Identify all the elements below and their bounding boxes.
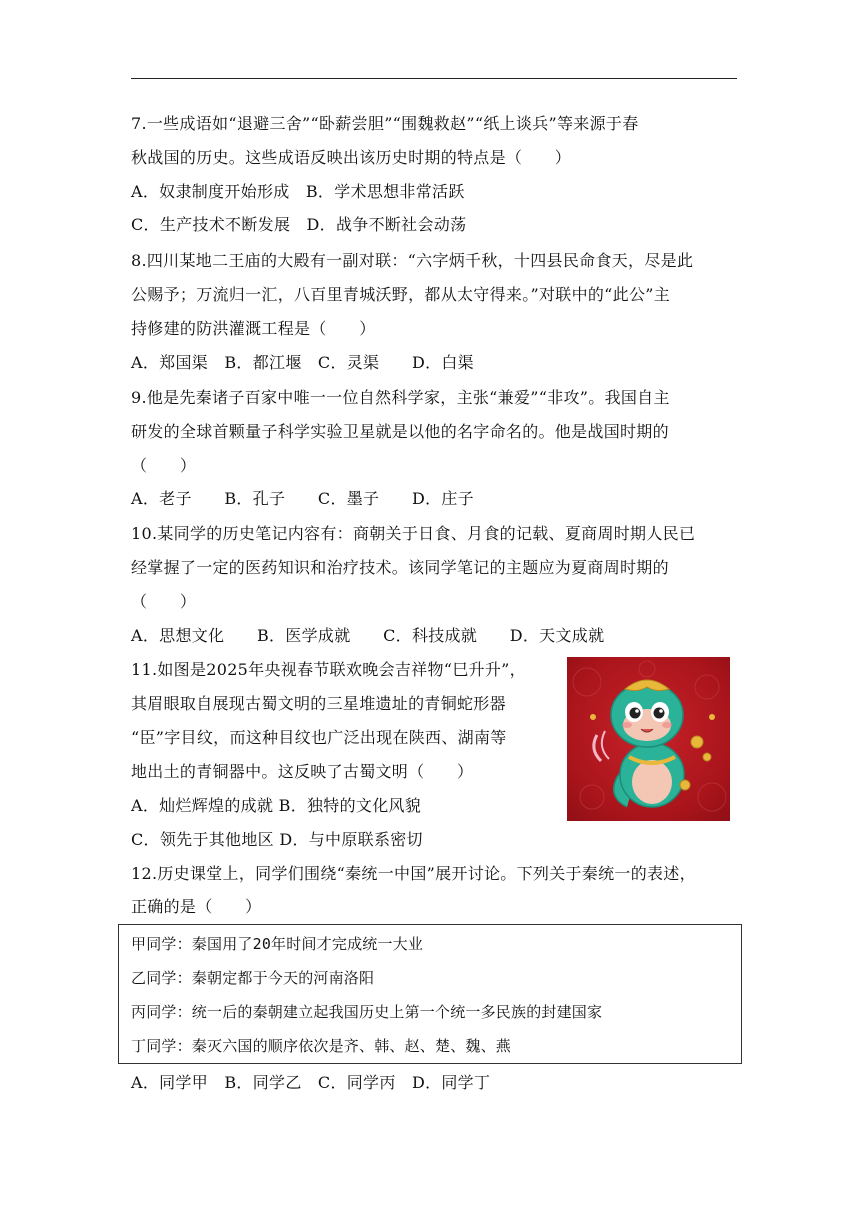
q11-text-line3: “臣”字目纹，而这种目纹也广泛出现在陕西、湖南等 xyxy=(131,728,507,747)
snake-mascot-icon xyxy=(567,657,730,821)
q11-options-cd: C．领先于其他地区 D．与中原联系密切 xyxy=(131,830,423,849)
q10-text-line2: 经掌握了一定的医药知识和治疗技术。该同学笔记的主题应为夏商周时期的 xyxy=(131,558,669,577)
snake-mascot-image xyxy=(567,657,730,821)
q10-text-line3: （ ） xyxy=(131,592,197,611)
q9-text-line3: （ ） xyxy=(131,456,197,475)
q8-options: A．郑国渠 B．都江堰 C．灵渠 D．白渠 xyxy=(131,353,474,372)
q12-statement-box xyxy=(118,924,742,1064)
q9-text-line2: 研发的全球首颗量子科学实验卫星就是以他的名字命名的。他是战国时期的 xyxy=(131,422,669,441)
q11-text-line2: 其眉眼取自展现古蜀文明的三星堆遗址的青铜蛇形器 xyxy=(131,694,506,713)
q8-text-line1: 8.四川某地二王庙的大殿有一副对联：“六字炳千秋，十四县民命食天，尽是此 xyxy=(131,251,694,270)
q8-text-line3: 持修建的防洪灌溉工程是（ ） xyxy=(131,319,376,338)
q7-options-ab: A．奴隶制度开始形成 B．学术思想非常活跃 xyxy=(131,182,465,201)
q9-text-line1: 9.他是先秦诸子百家中唯一一位自然科学家，主张“兼爱”“非攻”。我国自主 xyxy=(131,388,670,407)
q7-text-line1: 7.一些成语如“退避三舍”“卧薪尝胆”“围魏救赵”“纸上谈兵”等来源于春 xyxy=(131,114,639,133)
q9-options: A．老子 B．孔子 C．墨子 D．庄子 xyxy=(131,489,474,508)
q12-options: A．同学甲 B．同学乙 C．同学丙 D．同学丁 xyxy=(131,1073,491,1092)
q7-text-line2: 秋战国的历史。这些成语反映出该历史时期的特点是（ ） xyxy=(131,148,572,167)
header-rule xyxy=(131,78,737,79)
q7-options-cd: C．生产技术不断发展 D．战争不断社会动荡 xyxy=(131,215,467,234)
q11-text-line4: 地出土的青铜器中。这反映了古蜀文明（ ） xyxy=(131,762,474,781)
q10-text-line1: 10.某同学的历史笔记内容有：商朝关于日食、月食的记载、夏商周时期人民已 xyxy=(131,524,696,543)
statement-yi: 乙同学：秦朝定都于今天的河南洛阳 xyxy=(131,969,375,987)
statement-bing: 丙同学：统一后的秦朝建立起我国历史上第一个统一多民族的封建国家 xyxy=(131,1003,603,1021)
q12-text-line1: 12.历史课堂上，同学们围绕“秦统一中国”展开讨论。下列关于秦统一的表述， xyxy=(131,864,696,883)
q12-text-line2: 正确的是（ ） xyxy=(131,897,262,916)
q8-text-line2: 公赐予；万流归一汇，八百里青城沃野，都从太守得来。”对联中的“此公”主 xyxy=(131,285,671,304)
statement-jia: 甲同学：秦国用了20年时间才完成统一大业 xyxy=(131,935,424,953)
q10-options: A．思想文化 B．医学成就 C．科技成就 D．天文成就 xyxy=(131,626,605,645)
statement-ding: 丁同学：秦灭六国的顺序依次是齐、韩、赵、楚、魏、燕 xyxy=(131,1037,512,1055)
q11-text-line1: 11.如图是2025年央视春节联欢晚会吉祥物“巳升升”， xyxy=(131,660,526,679)
q11-options-ab: A．灿烂辉煌的成就 B．独特的文化风貌 xyxy=(131,796,422,815)
